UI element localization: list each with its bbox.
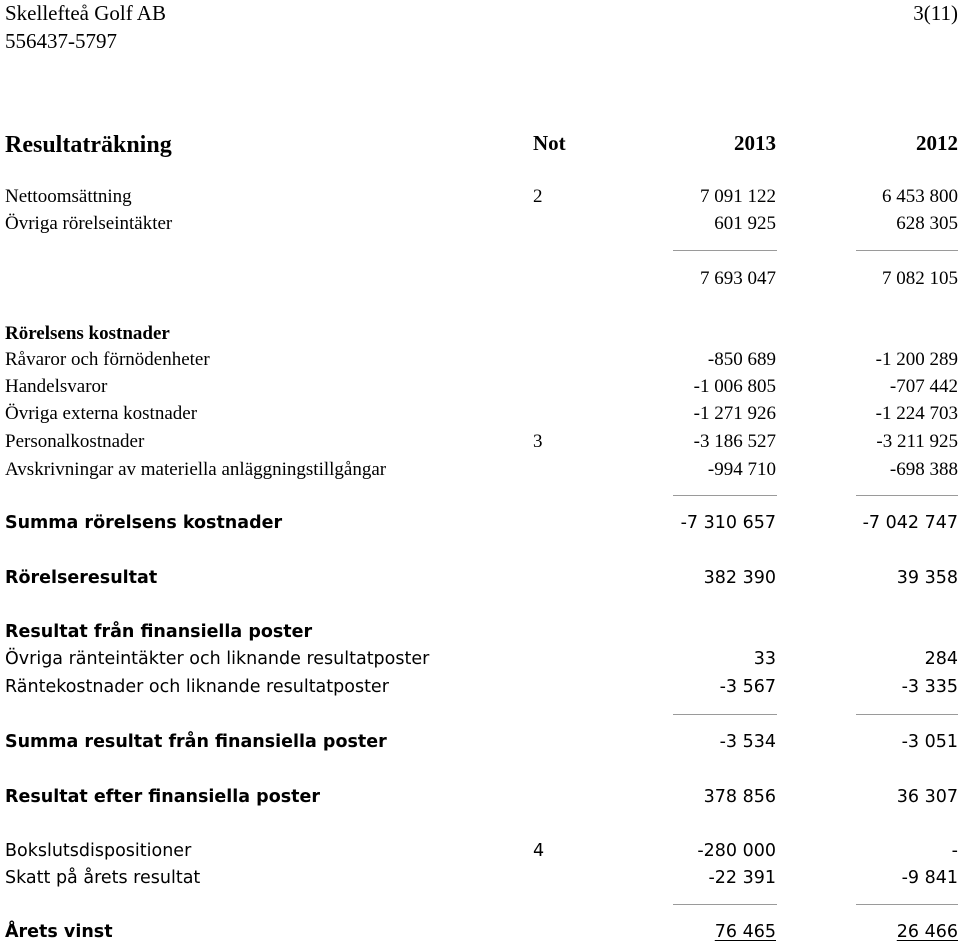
row-value-2013-summa-rorelsens-kostnader: -7 310 657 xyxy=(680,513,776,533)
row-value-2012-handelsvaror: -707 442 xyxy=(889,376,958,397)
row-value-2012-avskrivningar: -698 388 xyxy=(889,459,958,480)
row-label-summa-finansiella: Summa resultat från finansiella poster xyxy=(5,732,387,752)
company-name: Skellefteå Golf AB xyxy=(5,1,166,25)
row-value-2012-sum-intakter: 7 082 105 xyxy=(882,268,958,289)
row-label-ranteintakter: Övriga ränteintäkter och liknande resultatposter xyxy=(5,649,430,669)
row-value-2013-summa-finansiella: -3 534 xyxy=(719,732,776,752)
row-note-personalkostnader: 3 xyxy=(533,431,543,452)
sum-rule-2013 xyxy=(673,904,777,905)
sum-rule-2013 xyxy=(673,495,777,496)
row-value-2012-ovriga-rorelseintakter: 628 305 xyxy=(896,213,958,234)
row-value-2012-ovriga-externa: -1 224 703 xyxy=(875,403,958,424)
row-value-2013-ovriga-externa: -1 271 926 xyxy=(693,403,776,424)
row-value-2012-rorelseresultat: 39 358 xyxy=(896,568,958,588)
row-value-2013-ranteintakter: 33 xyxy=(753,649,776,669)
row-value-2012-summa-finansiella: -3 051 xyxy=(901,732,958,752)
row-label-handelsvaror: Handelsvaror xyxy=(5,376,108,397)
column-header-2012: 2012 xyxy=(916,131,958,155)
row-value-2013-bokslutsdispositioner: -280 000 xyxy=(697,841,776,861)
org-number: 556437-5797 xyxy=(5,29,117,53)
row-value-2012-rantekostnader: -3 335 xyxy=(901,677,958,697)
sum-rule-2012 xyxy=(856,495,958,496)
section-heading-finansiella-poster: Resultat från finansiella poster xyxy=(5,622,313,642)
row-label-resultat-efter-finansiella: Resultat efter finansiella poster xyxy=(5,787,320,807)
page-number: 3(11) xyxy=(913,1,958,25)
row-value-2012-skatt: -9 841 xyxy=(901,868,958,888)
sum-rule-2012 xyxy=(856,714,958,715)
row-label-arets-vinst: Årets vinst xyxy=(5,922,113,942)
row-label-skatt: Skatt på årets resultat xyxy=(5,868,201,888)
row-value-2013-sum-intakter: 7 693 047 xyxy=(700,268,776,289)
row-value-2013-arets-vinst: 76 465 xyxy=(714,922,776,942)
row-value-2012-bokslutsdispositioner: - xyxy=(951,841,958,861)
row-value-2012-nettoomsattning: 6 453 800 xyxy=(882,186,958,207)
row-value-2013-personalkostnader: -3 186 527 xyxy=(693,431,776,452)
row-label-ravaror: Råvaror och förnödenheter xyxy=(5,349,210,370)
row-label-nettoomsattning: Nettoomsättning xyxy=(5,186,132,207)
row-label-personalkostnader: Personalkostnader xyxy=(5,431,145,452)
row-label-rantekostnader: Räntekostnader och liknande resultatposter xyxy=(5,677,389,697)
row-value-2013-nettoomsattning: 7 091 122 xyxy=(700,186,776,207)
row-label-ovriga-externa: Övriga externa kostnader xyxy=(5,403,198,424)
sum-rule-2013 xyxy=(673,250,777,251)
row-note-bokslutsdispositioner: 4 xyxy=(533,841,545,861)
row-value-2012-ranteintakter: 284 xyxy=(924,649,958,669)
sum-rule-2013 xyxy=(673,714,777,715)
sum-rule-2012 xyxy=(856,250,958,251)
row-label-ovriga-rorelseintakter: Övriga rörelseintäkter xyxy=(5,213,173,234)
column-header-2013: 2013 xyxy=(734,131,776,155)
row-label-summa-rorelsens-kostnader: Summa rörelsens kostnader xyxy=(5,513,283,533)
row-value-2013-avskrivningar: -994 710 xyxy=(707,459,776,480)
row-value-2013-skatt: -22 391 xyxy=(708,868,776,888)
sum-rule-2012 xyxy=(856,904,958,905)
row-value-2012-resultat-efter-finansiella: 36 307 xyxy=(896,787,958,807)
row-value-2013-ovriga-rorelseintakter: 601 925 xyxy=(714,213,776,234)
row-note-nettoomsattning: 2 xyxy=(533,186,543,207)
row-value-2012-arets-vinst: 26 466 xyxy=(896,922,958,942)
row-value-2012-summa-rorelsens-kostnader: -7 042 747 xyxy=(862,513,958,533)
row-value-2013-rantekostnader: -3 567 xyxy=(719,677,776,697)
row-value-2012-ravaror: -1 200 289 xyxy=(875,349,958,370)
row-value-2013-rorelseresultat: 382 390 xyxy=(703,568,776,588)
row-label-avskrivningar: Avskrivningar av materiella anläggningstillgångar xyxy=(5,459,387,480)
row-value-2013-resultat-efter-finansiella: 378 856 xyxy=(703,787,776,807)
row-value-2013-ravaror: -850 689 xyxy=(707,349,776,370)
row-value-2013-handelsvaror: -1 006 805 xyxy=(693,376,776,397)
row-value-2012-personalkostnader: -3 211 925 xyxy=(876,431,958,452)
section-heading-rorelsens-kostnader: Rörelsens kostnader xyxy=(5,323,170,344)
statement-title: Resultaträkning xyxy=(5,132,172,158)
row-label-bokslutsdispositioner: Bokslutsdispositioner xyxy=(5,841,192,861)
column-header-note: Not xyxy=(533,131,566,155)
row-label-rorelseresultat: Rörelseresultat xyxy=(5,568,158,588)
